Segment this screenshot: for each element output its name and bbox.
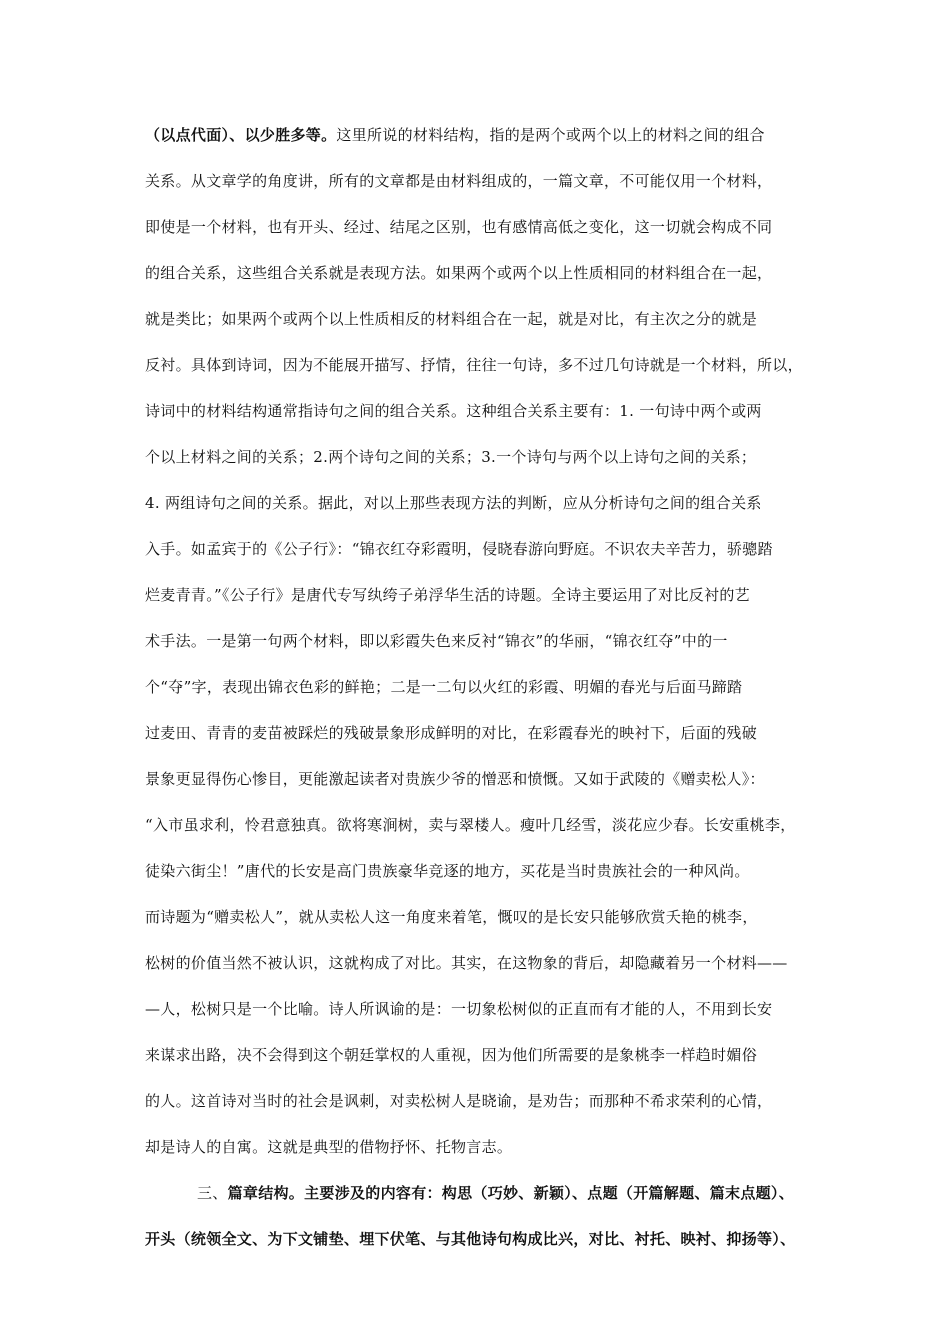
bold-line-text: 开头（统领全文、为下文铺垫、埋下伏笔、与其他诗句构成比兴，对比、衬托、映衬、抑扬等）、 — [145, 1230, 796, 1248]
text-line — [145, 996, 813, 1022]
section-number: 三、 — [197, 1184, 228, 1202]
text-line — [145, 674, 813, 700]
line-text: 却是诗人的自寓。这就是典型的借物抒怀、托物言志。 — [145, 1138, 513, 1156]
line-text: 诗词中的材料结构通常指诗句之间的组合关系。这种组合关系主要有：1. 一句诗中两个或两 — [145, 402, 762, 420]
text-line — [145, 1042, 813, 1068]
line-text: 就是类比；如果两个或两个以上性质相反的材料组合在一起，就是对比，有主次之分的就是 — [145, 310, 758, 328]
text-line — [145, 1134, 813, 1160]
bold-phrase: （以点代面）、以少胜多等。 — [145, 126, 337, 144]
section-heading-line — [145, 1180, 813, 1206]
text-line — [145, 306, 813, 332]
text-line — [145, 1088, 813, 1114]
line-text: 烂麦青青。”《公子行》是唐代专写纨绔子弟浮华生活的诗题。全诗主要运用了对比反衬的艺 — [145, 586, 750, 604]
line-text: 景象更显得伤心惨目，更能激起读者对贵族少爷的憎恶和愤慨。又如于武陵的《赠卖松人》： — [145, 770, 765, 788]
text-line — [145, 214, 813, 240]
line-text: 术手法。一是第一句两个材料，即以彩霞失色来反衬“锦衣”的华丽，“锦衣红夺”中的一 — [145, 632, 728, 650]
text-line — [145, 122, 813, 148]
line-text: 的组合关系，这些组合关系就是表现方法。如果两个或两个以上性质相同的材料组合在一起， — [145, 264, 773, 282]
text-line — [145, 444, 813, 470]
line-text: —人，松树只是一个比喻。诗人所讽谕的是：一切象松树似的正直而有才能的人，不用到长安 — [145, 1000, 773, 1018]
text-line — [145, 766, 813, 792]
text-line — [145, 1226, 813, 1252]
line-text: 而诗题为“赠卖松人”，就从卖松人这一角度来着笔，慨叹的是长安只能够欣赏夭艳的桃李， — [145, 908, 758, 926]
text-line — [145, 536, 813, 562]
line-text: 个“夺”字，表现出锦衣色彩的鲜艳；二是一二句以火红的彩霞、明媚的春光与后面马蹄踏 — [145, 678, 743, 696]
text-line — [145, 490, 813, 516]
section-heading-text: 篇章结构。主要涉及的内容有：构思（巧妙、新颖）、点题（开篇解题、篇末点题）、 — [227, 1184, 795, 1202]
line-text: “入市虽求利，怜君意独真。欲将寒涧树，卖与翠楼人。瘦叶几经雪，淡花应少春。长安重桃李， — [145, 816, 796, 834]
line-text: 关系。从文章学的角度讲，所有的文章都是由材料组成的，一篇文章，不可能仅用一个材料， — [145, 172, 773, 190]
text-line — [145, 904, 813, 930]
line-text: 松树的价值当然不被认识，这就构成了对比。其实，在这物象的背后，却隐藏着另一个材料—— — [145, 954, 788, 972]
line-text: 这里所说的材料结构，指的是两个或两个以上的材料之间的组合 — [336, 126, 765, 144]
line-text: 入手。如孟宾于的《公子行》：“锦衣红夺彩霞明，侵晓春游向野庭。不识农夫辛苦力，骄骢踏 — [145, 540, 773, 558]
text-line — [145, 720, 813, 746]
text-line — [145, 950, 813, 976]
text-line — [145, 628, 813, 654]
line-text: 来谋求出路，决不会得到这个朝廷掌权的人重视，因为他们所需要的是象桃李一样趋时媚俗 — [145, 1046, 758, 1064]
line-text: 4. 两组诗句之间的关系。据此，对以上那些表现方法的判断，应从分析诗句之间的组合关系 — [145, 494, 762, 512]
text-line — [145, 260, 813, 286]
line-text: 即使是一个材料，也有开头、经过、结尾之区别，也有感情高低之变化，这一切就会构成不同 — [145, 218, 773, 236]
line-text: 过麦田、青青的麦苗被踩烂的残破景象形成鲜明的对比，在彩霞春光的映衬下，后面的残破 — [145, 724, 758, 742]
text-line — [145, 858, 813, 884]
text-line — [145, 352, 813, 378]
line-text: 反衬。具体到诗词，因为不能展开描写、抒情，往往一句诗，多不过几句诗就是一个材料，所以， — [145, 356, 803, 374]
text-line — [145, 168, 813, 194]
line-text: 徒染六街尘！”唐代的长安是高门贵族豪华竞逐的地方，买花是当时贵族社会的一种风尚。 — [145, 862, 750, 880]
text-line — [145, 398, 813, 424]
text-line — [145, 812, 813, 838]
text-line — [145, 582, 813, 608]
line-text: 个以上材料之间的关系；2.两个诗句之间的关系；3.一个诗句与两个以上诗句之间的关系； — [145, 448, 757, 466]
line-text: 的人。这首诗对当时的社会是讽刺，对卖松树人是晓谕，是劝告；而那种不希求荣利的心情， — [145, 1092, 773, 1110]
